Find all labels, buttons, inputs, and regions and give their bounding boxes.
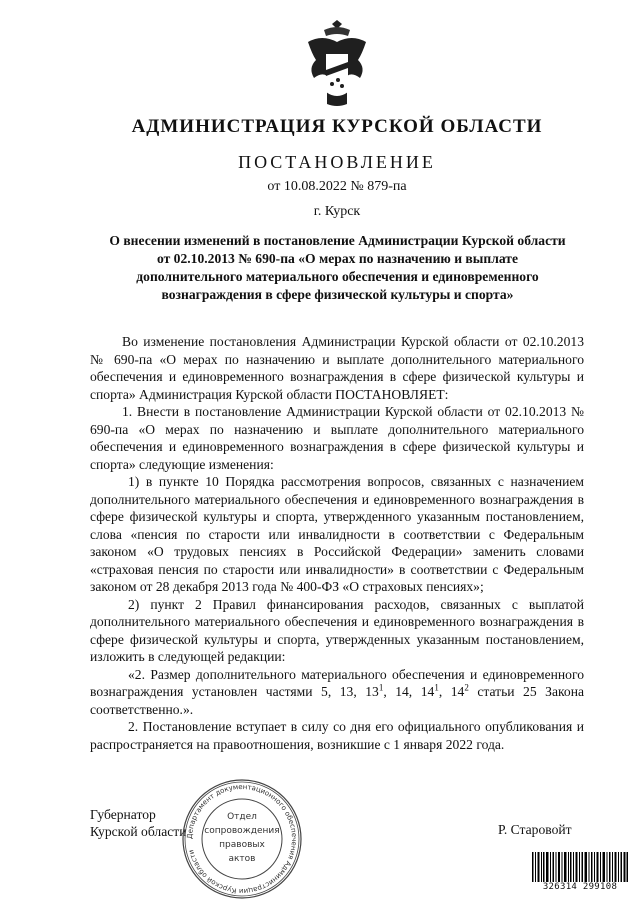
- superscript-2: 2: [464, 682, 469, 693]
- signatory-name: Р. Старовойт: [498, 822, 572, 837]
- stamp-line-2: сопровождения: [204, 826, 280, 836]
- quoted-paragraph: [90, 666, 584, 719]
- barcode-number: 326314 299108: [542, 882, 618, 892]
- intro-paragraph: Во изменение постановления Администрации Курской области от 02.10.2013 № 690-па «О мерах по назначению и выплате дополнительного материального обеспечения и единовременного вознаграждения в сфере физической культуры и спорта» Администрация Курской области ПОСТАНОВЛЯЕТ:: [90, 334, 584, 402]
- paragraph-1-1: 1) в пункте 10 Порядка рассмотрения вопросов, связанных с назначением дополнительного материального обеспечения и единовременного вознаграждения в сфере физической культуры и спорта, утвержденного указанным постановлением, слова «пенсия по старости или инвалидности в соответствии с Федеральным законом «О трудовых пенсиях в Российской Федерации» заменить словами «страховая пенсия по старости или инвалидности» в соответствии с Федеральным законом от 28 декабря 2013 года № 400-ФЗ «О страховых пенсиях»;: [90, 474, 584, 594]
- signatory-position-line1: Губернатор: [90, 807, 156, 822]
- signatory-position: [90, 806, 187, 840]
- document-subject: О внесении изменений в постановление Администрации Курской области от 02.10.2013 № 690-па «О мерах по назначению и выплате дополнительного материального обеспечения и единовременного вознаграждения в сфере физической культуры и спорта»: [109, 233, 566, 302]
- quote-text-mid2: , 14: [438, 684, 465, 699]
- document-number: от 10.08.2022 № 879-па: [267, 179, 407, 194]
- stamp-ring-text: Департамент документационного обеспечения Администрации Курской области: [185, 782, 299, 896]
- document-body: [90, 333, 584, 753]
- barcode-icon: [532, 852, 628, 882]
- city: г. Курск: [313, 204, 361, 219]
- quote-text-mid: , 14, 14: [383, 684, 435, 699]
- paragraph-1-2: 2) пункт 2 Правил финансирования расходов, связанных с выплатой дополнительного материального обеспечения и единовременного вознаграждения в сфере физической культуры и спорта, утвержденных указанным постановлением, изложить в следующей редакции:: [90, 596, 584, 664]
- svg-text:Департамент документационного: [186, 783, 298, 895]
- stamp-seal-icon: [180, 777, 304, 901]
- quote-text-end: статьи 25 Закона соответственно.».: [90, 684, 585, 717]
- quote-text-start: «2. Размер дополнительного материального обеспечения и единовременного вознаграждения установлен частями 5, 13, 13: [90, 666, 584, 699]
- organization-title: АДМИНИСТРАЦИЯ КУРСКОЙ ОБЛАСТИ: [131, 116, 543, 137]
- stamp-line-3: правовых: [219, 840, 265, 850]
- document-type: ПОСТАНОВЛЕНИЕ: [238, 152, 436, 172]
- superscript-1: 1: [378, 682, 384, 693]
- stamp-line-1: Отдел: [227, 812, 257, 822]
- paragraph-2: 2. Постановление вступает в силу со дня его официального опубликования и распространяется на правоотношения, возникшие с 1 января 2022 года.: [90, 719, 584, 752]
- coat-of-arms-icon: [302, 20, 372, 110]
- signatory-position-line2: Курской области: [90, 824, 187, 839]
- stamp-line-4: актов: [228, 854, 256, 864]
- paragraph-1: 1. Внести в постановление Администрации Курской области от 02.10.2013 № 690-па «О мерах по назначению и выплате дополнительного материального обеспечения и единовременного вознаграждения в сфере физической культуры и спорта» следующие изменения:: [90, 404, 584, 472]
- superscript-1b: 1: [434, 682, 439, 693]
